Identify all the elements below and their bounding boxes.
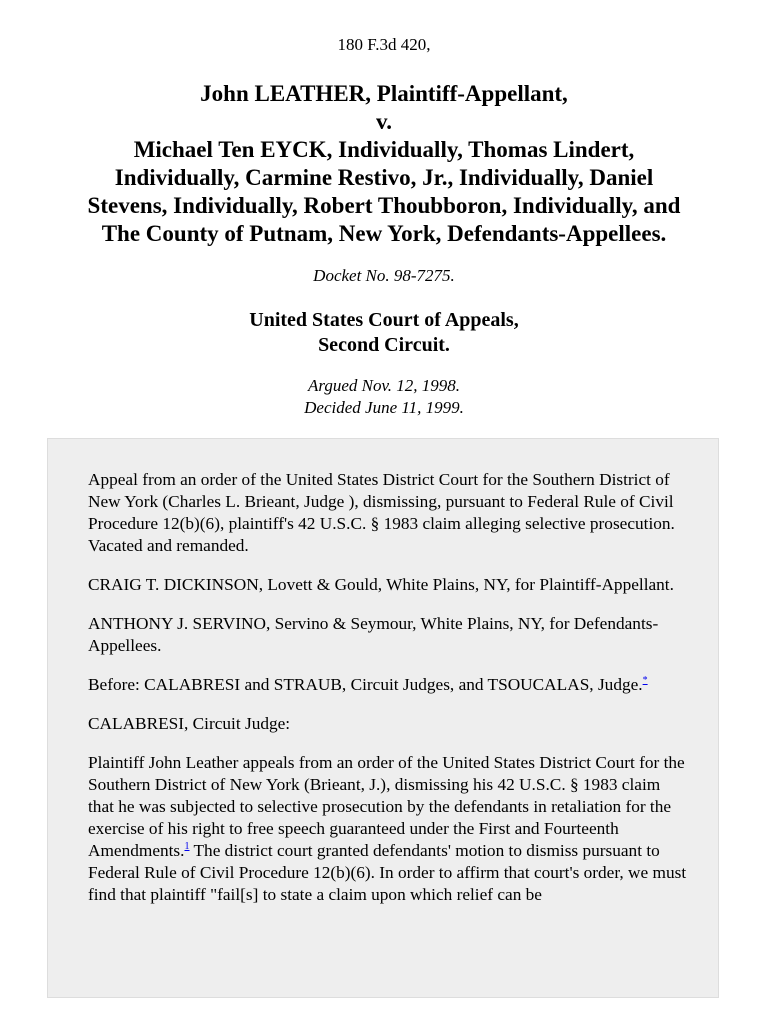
footnote-1-link[interactable]: 1 [184,841,190,853]
defendants-line-4: The County of Putnam, New York, Defendants-Appellees. [101,221,667,246]
case-caption [40,80,728,248]
opinion-author: CALABRESI, Circuit Judge: [88,714,291,733]
versus-line: v. [376,109,392,134]
court-name [0,308,768,358]
footnote-star-link[interactable]: * [642,675,648,687]
counsel-defendants: ANTHONY J. SERVINO, Servino & Seymour, White Plains, NY, for Defendants-Appellees. [88,614,659,655]
opinion-body-box [47,438,719,998]
defendants-line-2: Individually, Carmine Restivo, Jr., Individually, Daniel [114,165,654,190]
defendants-line-3: Stevens, Individually, Robert Thoubboron, Individually, and [87,193,681,218]
opinion-paragraph [88,752,688,906]
case-dates [0,375,768,419]
opinion-text-part-1: Plaintiff John Leather appeals from an order of the United States District Court for the Southern District of New York (Brieant, J.), dismissing his 42 U.S.C. § 1983 claim that he was subjected to selective prosecution by the defendants in retaliation for the exercise of his right to free speech guaranteed under the First and Fourteenth Amendments. [88,753,685,860]
panel-judges-text: Before: CALABRESI and STRAUB, Circuit Judges, and TSOUCALAS, Judge. [88,675,643,694]
docket-number: Docket No. 98-7275. [313,266,455,285]
defendants-line-1: Michael Ten EYCK, Individually, Thomas Lindert, [133,137,635,162]
appeal-summary: Appeal from an order of the United States District Court for the Southern District of New York (Charles L. Brieant, Judge ), dismissing, pursuant to Federal Rule of Civil Procedure 12(b)(6), plaintiff's 42 U.S.C. § 1983 claim alleging selective prosecution. Vacated and remanded. [88,470,675,555]
court-name-line-1: United States Court of Appeals, [249,309,519,331]
decided-date: Decided June 11, 1999. [304,398,464,417]
opinion-body [88,469,688,923]
panel-judges [88,674,688,696]
plaintiff-line: John LEATHER, Plaintiff-Appellant, [200,81,568,106]
court-name-line-2: Second Circuit. [318,334,450,356]
argued-date: Argued Nov. 12, 1998. [307,376,461,395]
opinion-text-part-2: The district court granted defendants' motion to dismiss pursuant to Federal Rule of Civil Procedure 12(b)(6). In order to affirm that court's order, we must find that plaintiff "fail[s] to state a claim upon which relief can be [88,841,687,904]
case-citation: 180 F.3d 420, [337,35,431,54]
counsel-plaintiff: CRAIG T. DICKINSON, Lovett & Gould, White Plains, NY, for Plaintiff-Appellant. [88,575,674,594]
